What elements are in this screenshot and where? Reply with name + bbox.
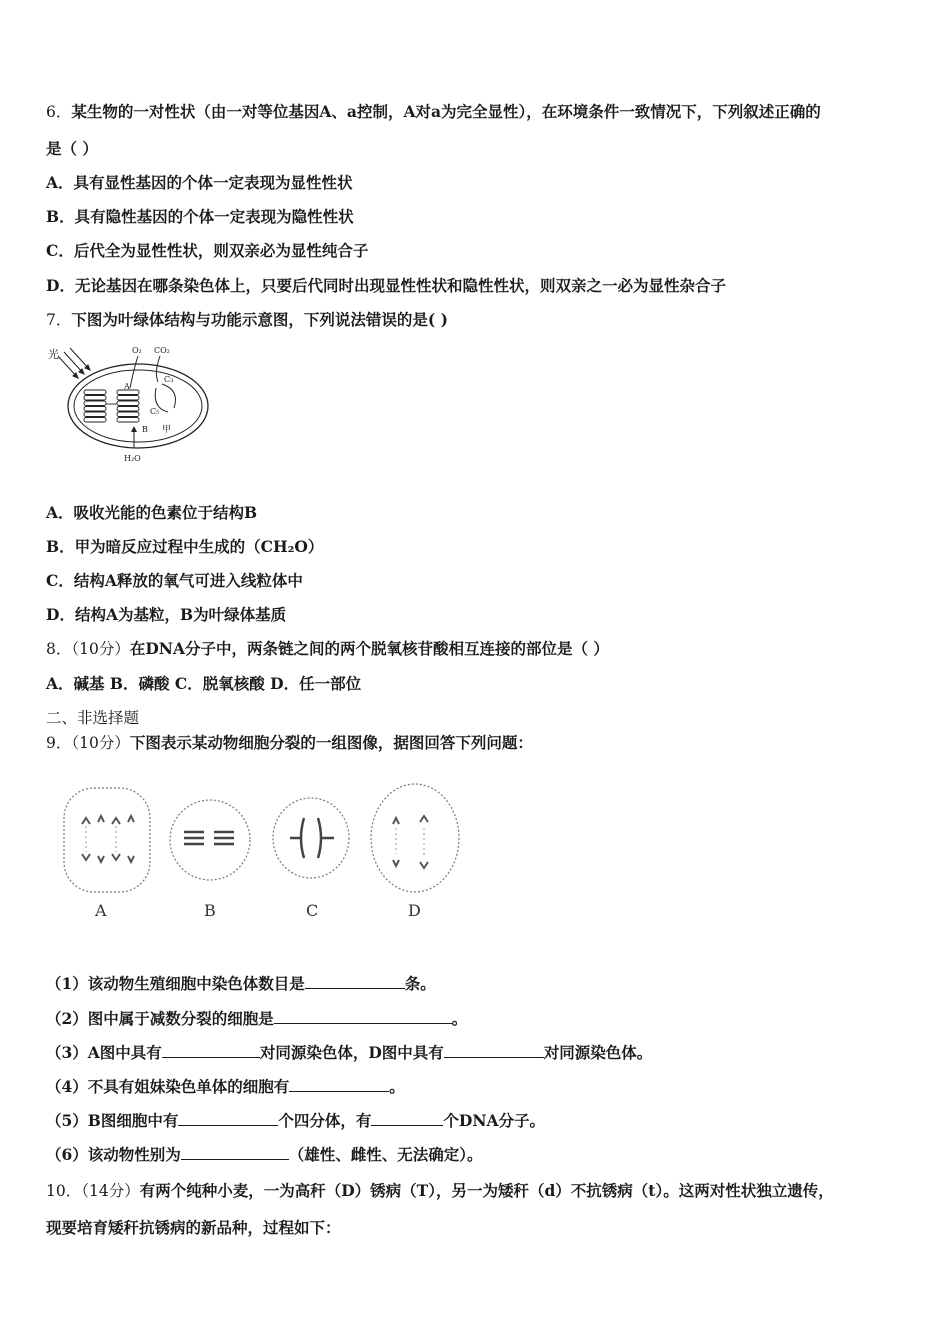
q9-sub-6-suffix: （雄性、雌性、无法确定）。 [288,1145,483,1164]
q9-sub-3-suffix: 对同源染色体。 [543,1043,653,1062]
cell-c-chromosomes [290,818,334,858]
outer-membrane [68,364,208,448]
label-a: A [124,382,130,391]
q6-stem-line1 [46,102,821,122]
q9-sub-5-text: （5）B图细胞中有 [46,1111,179,1130]
grana-stacks [84,390,139,422]
q9-sub-1-suffix: 条。 [404,974,436,993]
answer-blank[interactable] [178,1111,278,1126]
q10-score: （14分） [81,1182,140,1200]
q9-sub-5-suffix: 个DNA分子。 [443,1111,546,1130]
q7-number: 7． [46,311,72,329]
cell-d-outline [371,784,459,892]
q7-option-d: D．结构A为基粒，B为叶绿体基质 [46,605,287,624]
label-o2: O₂ [132,346,142,355]
cell-c-outline [273,798,349,878]
q9-score: （10分） [71,734,130,752]
o2-arrow [130,356,138,388]
q7-option-b: B．甲为暗反应过程中生成的（CH₂O） [46,537,324,556]
cell-b-outline [170,800,250,880]
q9-sub-6 [46,1145,483,1165]
q10-stem-text: 有两个纯种小麦，一为高秆（D）锈病（T），另一为矮秆（d）不抗锈病（t）。这两对性状独立遗传， [139,1181,834,1200]
q7-option-a: A．吸收光能的色素位于结构B [46,503,258,522]
q7-stem [46,310,448,330]
q6-stem-text: 某生物的一对性状（由一对等位基因A、a控制，A对a为完全显性），在环境条件一致情况下，下列叙述正确的 [71,102,821,121]
answer-blank[interactable] [181,1145,289,1160]
q8-stem-text: 在DNA分子中，两条链之间的两个脱氧核苷酸相互连接的部位是（ ） [129,639,609,658]
light-label: 光 [48,348,59,361]
q6-stem-line2: 是（ ） [46,139,98,158]
label-b: B [142,425,148,434]
cell-a-outline [64,788,150,892]
q9-stem-text: 下图表示某动物细胞分裂的一组图像，据图回答下列问题： [129,733,533,752]
answer-blank[interactable] [289,1077,389,1092]
q10-stem-line2: 现要培育矮秆抗锈病的新品种，过程如下： [46,1218,341,1237]
answer-blank[interactable] [162,1043,260,1058]
h2o-arrowhead [131,426,137,432]
q9-sub-2-text: （2）图中属于减数分裂的细胞是 [46,1009,274,1028]
co2-arrow [156,356,160,382]
q9-sub-2 [46,1009,467,1029]
q9-sub-4 [46,1077,405,1097]
q9-sub-3 [46,1043,652,1063]
q9-sub-1 [46,974,436,994]
light-arrows [58,348,90,378]
label-jia: 甲 [162,425,172,435]
answer-blank[interactable] [444,1043,544,1058]
q7-option-c: C．结构A释放的氧气可进入线粒体中 [46,571,303,590]
label-h2o: H₂O [124,454,141,463]
q9-sub-2-suffix: 。 [451,1009,468,1028]
q6-option-d: D．无论基因在哪条染色体上，只要后代同时出现显性性状和隐性性状，则双亲之一必为显性杂合子 [46,276,726,295]
q6-option-b: B．具有隐性基因的个体一定表现为隐性性状 [46,207,354,226]
q9-number: 9． [46,734,72,752]
answer-blank[interactable] [371,1111,443,1126]
cell-label-a: A [95,901,107,920]
q9-sub-5 [46,1111,545,1131]
q10-stem-line1 [46,1181,834,1201]
chloroplast-diagram [44,342,214,470]
answer-blank[interactable] [305,974,405,989]
q9-stem [46,733,533,753]
q9-sub-4-suffix: 。 [389,1077,405,1096]
cell-b-chromosomes [184,832,234,844]
cell-label-b: B [204,901,216,920]
q6-number: 6． [46,103,72,121]
label-co2: CO₂ [154,346,170,355]
q8-stem [46,639,609,659]
q9-sub-3-mid: 对同源染色体，D图中具有 [259,1043,444,1062]
q6-option-c: C．后代全为显性性状，则双亲必为显性纯合子 [46,241,369,260]
cell-d-chromosomes [393,816,428,868]
q8-options: A．碱基 B．磷酸 C．脱氧核酸 D．任一部位 [46,674,362,693]
cell-label-c: C [306,901,319,920]
q9-sub-5-mid: 个四分体，有 [278,1111,372,1130]
cell-label-d: D [408,901,421,920]
q9-sub-6-text: （6）该动物性别为 [46,1145,181,1164]
label-c3: C₃ [164,375,174,384]
section-2-title: 二、非选择题 [46,709,140,727]
q8-number: 8． [46,640,72,658]
cell-a-chromosomes [82,816,134,862]
cell-division-figure [58,782,468,928]
label-c5: C₅ [150,407,160,416]
q9-sub-4-text: （4）不具有姐妹染色单体的细胞有 [46,1077,290,1096]
answer-blank[interactable] [274,1009,452,1024]
q6-option-a: A．具有显性基因的个体一定表现为显性性状 [46,173,353,192]
q9-sub-1-text: （1）该动物生殖细胞中染色体数目是 [46,974,305,993]
q10-number: 10． [46,1182,82,1200]
q7-stem-text: 下图为叶绿体结构与功能示意图，下列说法错误的是( ) [71,310,448,329]
q8-score: （10分） [71,640,130,658]
inner-membrane [74,370,202,442]
q9-sub-3-text: （3）A图中具有 [46,1043,162,1062]
